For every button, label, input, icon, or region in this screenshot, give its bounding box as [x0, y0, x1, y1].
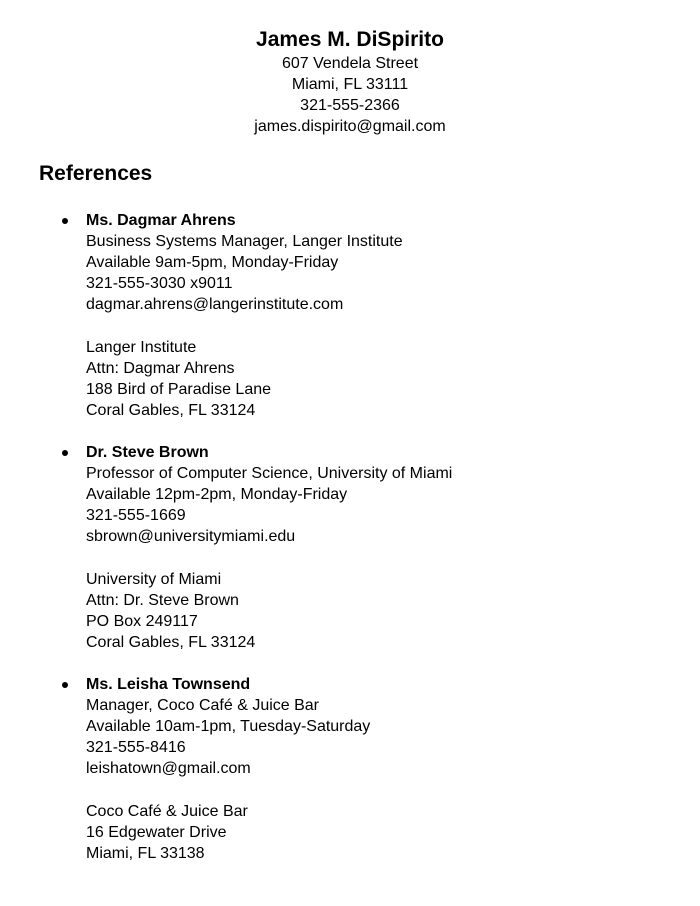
reference-address-line: University of Miami [86, 571, 222, 588]
reference-item [0, 442, 452, 653]
reference-availability: Available 12pm-2pm, Monday-Friday [86, 486, 348, 503]
spacer [86, 315, 452, 337]
reference-address-line: Miami, FL 33138 [86, 845, 205, 862]
bullet-icon [62, 218, 68, 224]
reference-address-line: Coral Gables, FL 33124 [86, 402, 256, 419]
applicant-phone: 321-555-2366 [300, 97, 400, 114]
applicant-street: 607 Vendela Street [281, 55, 419, 72]
reference-address-line: Coral Gables, FL 33124 [86, 634, 256, 651]
reference-email: dagmar.ahrens@langerinstitute.com [86, 296, 344, 313]
reference-name: Ms. Leisha Townsend [86, 676, 251, 693]
reference-phone: 321-555-3030 x9011 [86, 275, 233, 292]
reference-email: sbrown@universitymiami.edu [86, 528, 296, 545]
applicant-city-state-zip: Miami, FL 33111 [291, 76, 409, 93]
reference-email: leishatown@gmail.com [86, 760, 251, 777]
references-list [0, 210, 452, 885]
bullet-icon [62, 450, 68, 456]
reference-title: Professor of Computer Science, University of Miami [86, 465, 453, 482]
applicant-email: james.dispirito@gmail.com [254, 118, 446, 135]
reference-address-line: Attn: Dagmar Ahrens [86, 360, 235, 377]
reference-item [0, 210, 452, 421]
spacer [86, 779, 452, 801]
contact-header [0, 27, 700, 137]
section-title: References [39, 162, 153, 185]
applicant-name: James M. DiSpirito [256, 28, 444, 51]
reference-title: Business Systems Manager, Langer Institute [86, 233, 403, 250]
reference-title: Manager, Coco Café & Juice Bar [86, 697, 320, 714]
spacer [86, 547, 452, 569]
bullet-icon [62, 682, 68, 688]
reference-address-line: Coco Café & Juice Bar [86, 803, 248, 820]
reference-name: Dr. Steve Brown [86, 444, 209, 461]
reference-address-line: 16 Edgewater Drive [86, 824, 227, 841]
reference-address-line: Langer Institute [86, 339, 197, 356]
reference-address-line: PO Box 249117 [86, 613, 198, 630]
reference-phone: 321-555-8416 [86, 739, 186, 756]
reference-item [0, 674, 452, 864]
reference-availability: Available 10am-1pm, Tuesday-Saturday [86, 718, 371, 735]
reference-address-line: 188 Bird of Paradise Lane [86, 381, 272, 398]
reference-name: Ms. Dagmar Ahrens [86, 212, 236, 229]
reference-availability: Available 9am-5pm, Monday-Friday [86, 254, 339, 271]
reference-address-line: Attn: Dr. Steve Brown [86, 592, 239, 609]
reference-phone: 321-555-1669 [86, 507, 186, 524]
